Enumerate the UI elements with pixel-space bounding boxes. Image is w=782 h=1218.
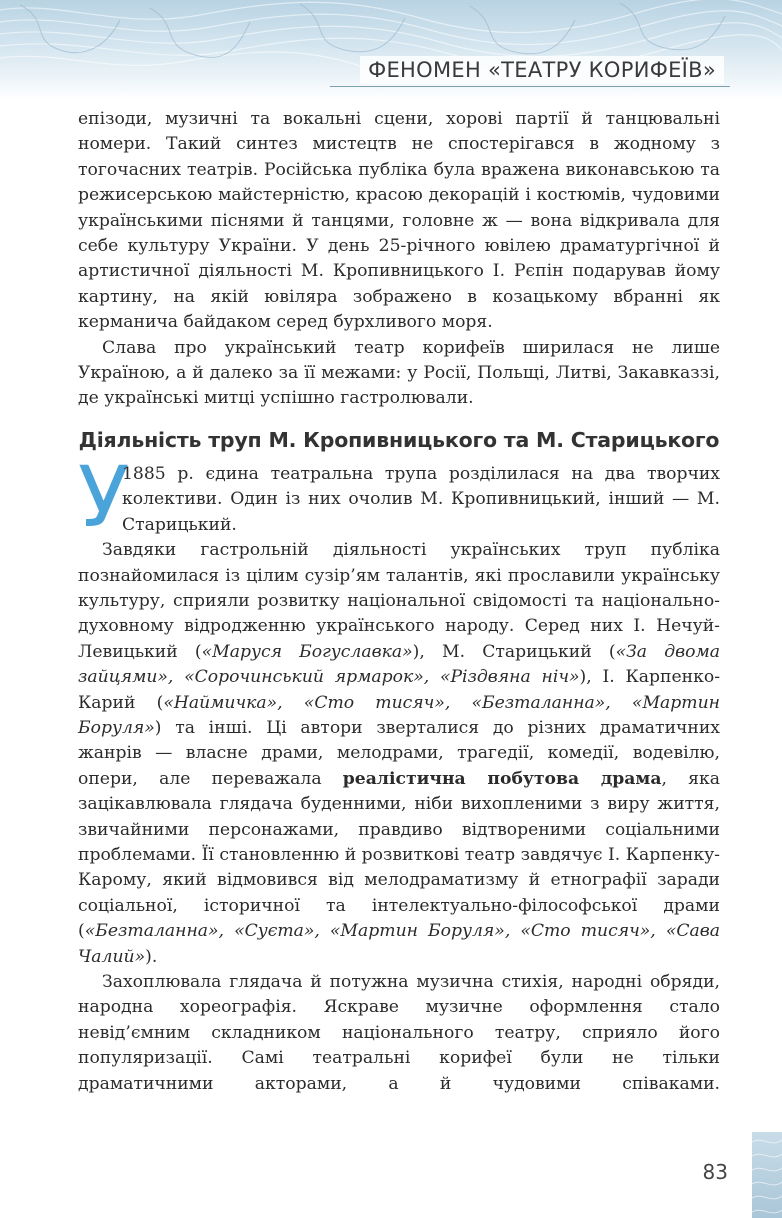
italic-title-run: «Маруся Богуславка» [201, 641, 413, 662]
side-wave-pattern [752, 1132, 782, 1218]
side-wave-decoration [752, 1132, 782, 1218]
paragraph-1: епізоди, музичні та вокальні сцени, хорові партії й танцювальні номери. Такий синтез мистецтв не спостерігався в жодному з тогочасних театрів. Російська публіка була вражена виконавською та режисерською майстерністю, красою декорацій і костюмів, чудовими українськими піснями й танцями, головне ж — вона відкривала для себе культуру України. У день 25-річного ювілею драматургічної й артистичної діяльності М. Кропивницького І. Рєпін подарував йому картину, на якій ювіляра зображено в козацькому вбранні як керманича байдаком серед бурхливого моря. [78, 109, 720, 333]
text-run: ), І. Карпенко-Карий ( [78, 667, 720, 713]
header-wave-decoration [0, 0, 782, 100]
drop-cap-letter: У [78, 447, 130, 546]
wave-pattern [0, 0, 782, 100]
paragraph-5: Захоплювала глядача й потужна музична стихія, народні обряди, народна хореографія. Яскраве музичне оформлення стало невід’ємним складником національного театру, сприяло його популяризації. Самі театральні корифеї були не тільки драматичними акторами, а й чудовими співаками. [78, 972, 720, 1094]
paragraph-4 [78, 538, 720, 970]
header-divider [330, 86, 730, 87]
italic-title-run: «Безталанна», «Суєта», «Мартин Боруля», «Сто тисяч», «Сава Чалий» [78, 921, 720, 967]
section-title: Діяльність труп М. Кропивницького та М. Старицького [78, 427, 720, 452]
bold-term: реалістична побутова драма [342, 768, 662, 789]
text-run: ), М. Старицький ( [412, 641, 616, 662]
italic-title-run: «За двома зайцями», «Сорочинський ярмарок», «Різдвяна ніч» [78, 641, 720, 688]
running-header-title: ФЕНОМЕН «ТЕАТРУ КОРИФЕЇВ» [360, 56, 724, 84]
page-body [78, 107, 720, 1097]
text-run: ). [145, 946, 158, 967]
paragraph-3: 1885 р. єдина театральна трупа розділилася на два творчих колективи. Один із них очолив М. Кропивницький, інший — М. Старицький. [122, 463, 720, 535]
page-number: 83 [702, 1160, 728, 1184]
text-run: Завдяки гастрольній діяльності українських труп публіка познайомилася із цілим сузір’ям талантів, які прославили українську культуру, сприяли розвитку національної свідомості та національно-духовному відродженню українського народу. Серед них І. Нечуй-Левицький ( [78, 540, 720, 662]
section-intro [78, 447, 720, 546]
text-run: , яка зацікавлювала глядача буденними, ніби вихопленими з виру життя, звичайними персонажами, правдиво відтвореними соціальними проблемами. Її становленню й розвиткові театр завдячує І. Карпенку-Карому, який відмовився від мелодраматизму й етнографії заради соціальної, історичної та інтелектуально-філософської драми ( [78, 768, 720, 942]
paragraph-2: Слава про український театр корифеїв ширилася не лише Україною, а й далеко за її межами: у Росії, Польщі, Литві, Закавказзі, де українські митці успішно гастролювали. [78, 337, 720, 409]
italic-title-run: «Наймичка», «Сто тисяч», «Безталанна», «Мартин Боруля» [78, 692, 720, 738]
text-run: ) та інші. Ці автори зверталися до різних драматичних жанрів — власне драми, мелодрами, трагедії, комедії, водевілю, опери, але переважала [78, 717, 720, 789]
